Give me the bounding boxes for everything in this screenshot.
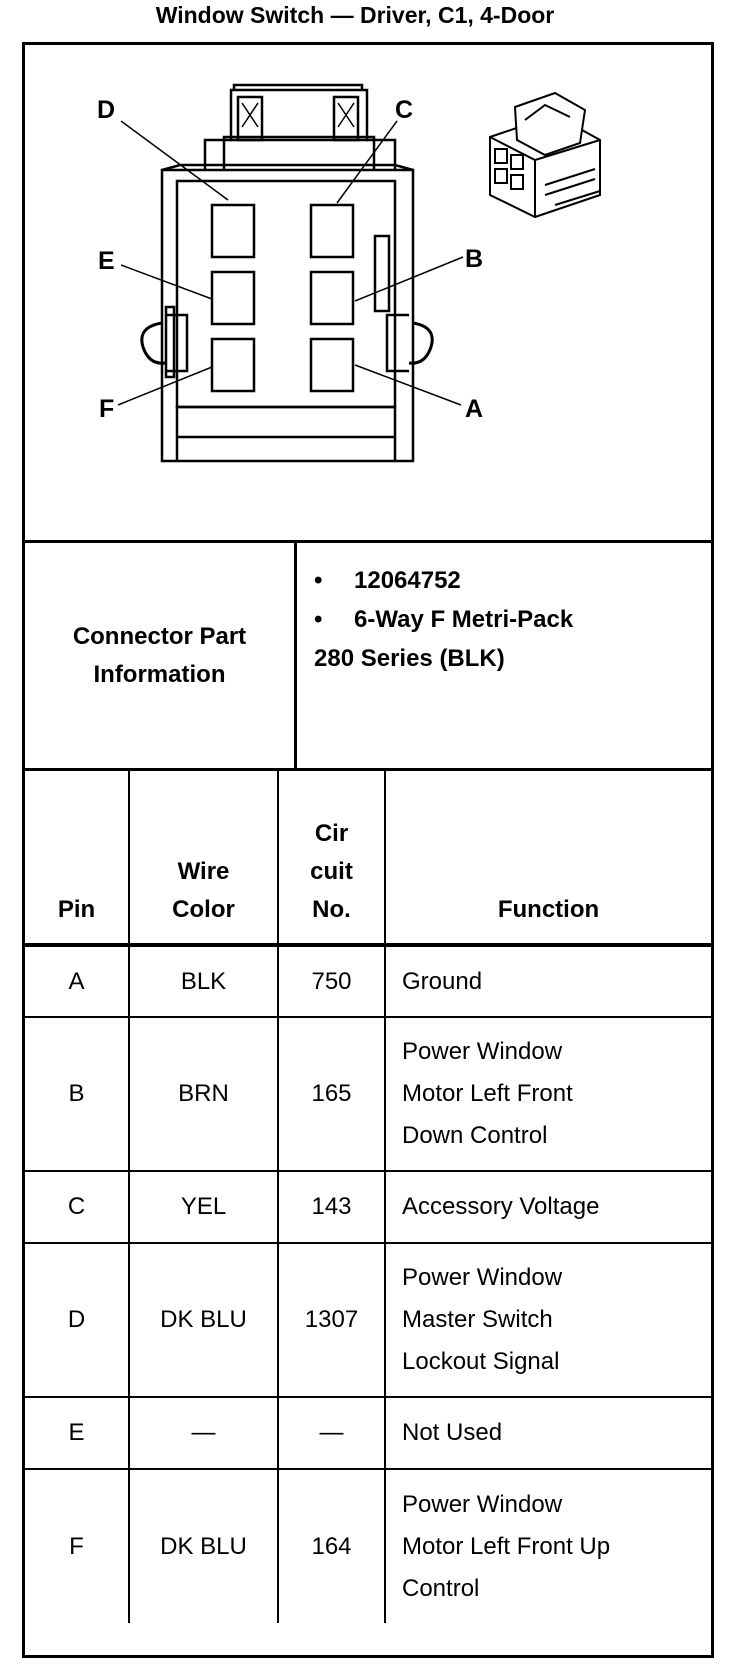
function-line: Power Window xyxy=(402,1264,563,1291)
function-line: Power Window xyxy=(402,1490,563,1518)
connector-series: 280 Series (BLK) xyxy=(314,645,505,672)
circuit-number-cell: 750 xyxy=(278,945,385,1017)
pin-label-c: C xyxy=(395,96,414,124)
function-cell xyxy=(385,945,711,1017)
wire-color-cell: BLK xyxy=(129,945,278,1017)
function-cell xyxy=(385,1243,711,1397)
pin-label-a: A xyxy=(465,395,484,423)
connector-diagram-cell xyxy=(25,45,711,543)
connector-part-information-row xyxy=(25,543,711,771)
connector-part-details xyxy=(297,543,711,768)
function-cell xyxy=(385,1017,711,1171)
connector-type-bullet xyxy=(314,600,711,639)
connector-face-diagram xyxy=(25,45,711,540)
pinout-table xyxy=(25,771,711,1623)
circuit-number-cell: 143 xyxy=(278,1171,385,1243)
function-cell xyxy=(385,1397,711,1469)
function-cell xyxy=(385,1469,711,1623)
function-line: Motor Left Front xyxy=(402,1080,573,1107)
connector-sheet xyxy=(22,42,714,1658)
header-wire-color: Wire Color xyxy=(129,771,278,945)
pin-cell: F xyxy=(25,1469,129,1623)
pin-label-b: B xyxy=(465,245,484,273)
part-number: 12064752 xyxy=(354,567,461,594)
pin-label-e: E xyxy=(98,247,115,275)
function-line: Accessory Voltage xyxy=(402,1193,600,1220)
function-line: Master Switch xyxy=(402,1306,553,1333)
header-function: Function xyxy=(385,771,711,945)
function-line: Power Window xyxy=(402,1038,563,1065)
pin-cell: B xyxy=(25,1017,129,1171)
connector-type: 6-Way F Metri-Pack xyxy=(354,606,574,633)
function-line: Control xyxy=(402,1574,480,1602)
wire-color-cell: BRN xyxy=(129,1017,278,1171)
function-line: Lockout Signal xyxy=(402,1348,560,1375)
info-label-line2: Information xyxy=(93,660,226,688)
pinout-header-row xyxy=(25,771,711,945)
pin-label-d: D xyxy=(97,96,116,124)
pin-cell: A xyxy=(25,945,129,1017)
page-title: Window Switch — Driver, C1, 4-Door xyxy=(155,2,555,28)
table-row xyxy=(25,1397,711,1469)
table-row xyxy=(25,1469,711,1623)
function-line: Ground xyxy=(402,967,483,995)
table-row xyxy=(25,1243,711,1397)
connector-part-information-label xyxy=(25,543,297,768)
circuit-number-cell: 1307 xyxy=(278,1243,385,1397)
circuit-number-cell: 165 xyxy=(278,1017,385,1171)
wire-color-cell: YEL xyxy=(129,1171,278,1243)
pin-label-f: F xyxy=(99,395,115,423)
function-line: Down Control xyxy=(402,1122,548,1149)
function-line: Not Used xyxy=(402,1419,503,1446)
header-pin: Pin xyxy=(25,771,129,945)
table-row xyxy=(25,945,711,1017)
wire-color-cell: DK BLU xyxy=(129,1243,278,1397)
header-circuit-number: Cir cuit No. xyxy=(278,771,385,945)
info-label-line1: Connector Part xyxy=(72,622,247,650)
connector-isometric-view xyxy=(490,45,600,217)
function-line: Motor Left Front Up xyxy=(402,1532,611,1560)
table-row xyxy=(25,1171,711,1243)
pin-cell: D xyxy=(25,1243,129,1397)
wire-color-cell: DK BLU xyxy=(129,1469,278,1623)
circuit-number-cell: 164 xyxy=(278,1469,385,1623)
circuit-number-cell: — xyxy=(278,1397,385,1469)
function-cell xyxy=(385,1171,711,1243)
pin-cell: C xyxy=(25,1171,129,1243)
pin-cell: E xyxy=(25,1397,129,1469)
table-row xyxy=(25,1017,711,1171)
wire-color-cell: — xyxy=(129,1397,278,1469)
part-number-bullet xyxy=(314,561,711,600)
bullet-icon: • xyxy=(314,606,323,633)
bullet-icon: • xyxy=(314,567,323,594)
